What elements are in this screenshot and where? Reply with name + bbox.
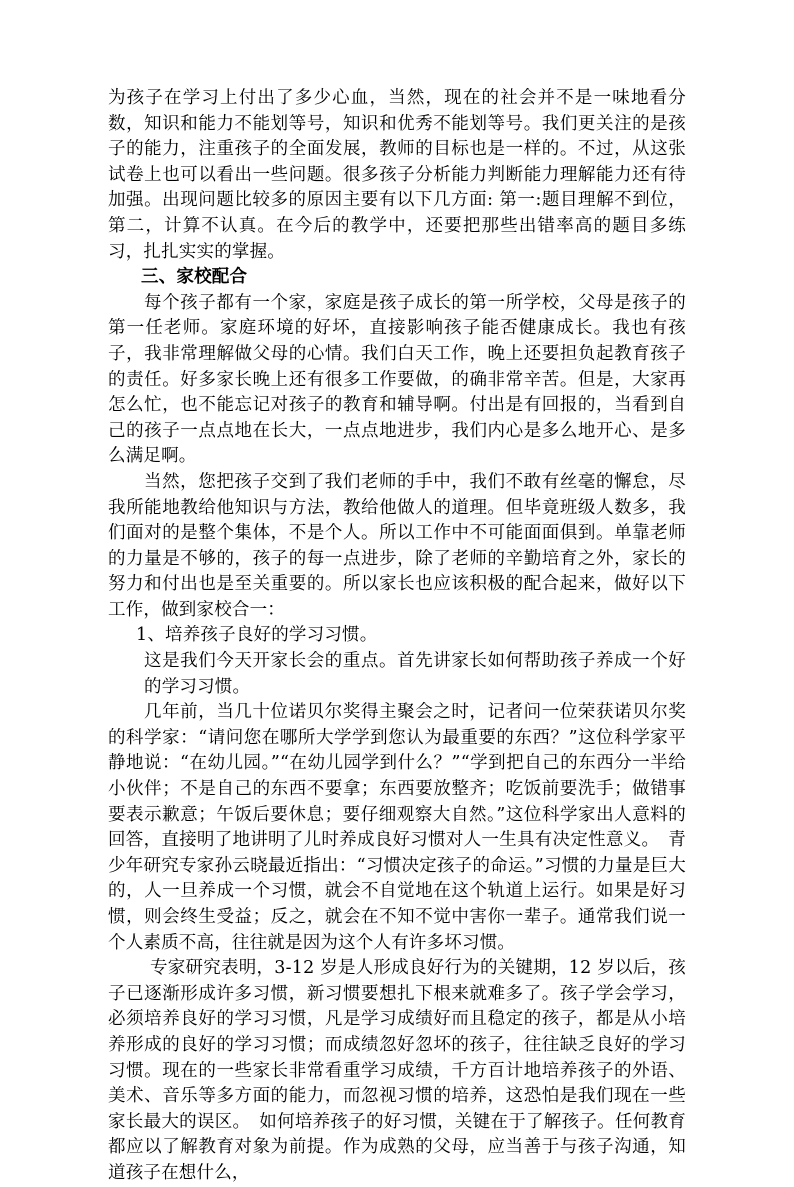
paragraph-expert-research: 专家研究表明，3-12 岁是人形成良好行为的关键期，12 岁以后，孩子已逐渐形成许多习惯，新习惯要想扎下根来就难多了。孩子学会学习，必须培养良好的学习习惯，凡是学习成绩好而且稳定的孩子，都是从小培养形成的良好的学习习惯；而成绩忽好忽坏的孩子，往往缺乏良好的学习习惯。现在的一些家长非常看重学习成绩，千方百计地培养孩子的外语、美术、音乐等多方面的能力，而忽视习惯的培养，这恐怕是我们现在一些家长最大的误区。 如何培养孩子的好习惯，关键在于了解孩子。任何教育都应以了解教育对象为前提。作为成熟的父母，应当善于与孩子沟通，知道孩子在想什么， <box>108 958 686 1183</box>
list-item-habits: 1、培养孩子良好的学习习惯。 <box>136 625 378 646</box>
paragraph-exam-analysis: 为孩子在学习上付出了多少心血，当然，现在的社会并不是一味地看分数，知识和能力不能划等号，知识和优秀不能划等号。我们更关注的是孩子的能力，注重孩子的全面发展，教师的目标也是一样的。不过，从这张试卷上也可以看出一些问题。很多孩子分析能力判断能力理解能力还有待加强。出现问题比较多的原因主要有以下几方面: 第一:题目理解不到位，第二，计算不认真。在今后的教学中，还要把那些出错率高的题目多练习，扎扎实实的掌握。 <box>108 88 686 262</box>
section-heading-home-school: 三、家校配合 <box>141 267 248 288</box>
document-page <box>108 86 686 1187</box>
paragraph-meeting-focus: 这是我们今天开家长会的重点。首先讲家长如何帮助孩子养成一个好的学习习惯。 <box>144 651 686 697</box>
paragraph-nobel-story: 几年前，当几十位诺贝尔奖得主聚会之时，记者问一位荣获诺贝尔奖的科学家：“请问您在哪所大学学到您认为最重要的东西？”这位科学家平静地说：“在幼儿园。”“在幼儿园学到什么？”“学到把自己的东西分一半给小伙伴；不是自己的东西不要拿；东西要放整齐；吃饭前要洗手；做错事要表示歉意；午饭后要休息；要仔细观察大自然。”这位科学家出人意料的回答，直接明了地讲明了儿时养成良好习惯对人一生具有决定性意义。 青少年研究专家孙云晓最近指出：“习惯决定孩子的命运。”习惯的力量是巨大的，人一旦养成一个习惯，就会不自觉地在这个轨道上运行。如果是好习惯，则会终生受益；反之，就会在不知不觉中害你一辈子。通常我们说一个人素质不高，往往就是因为这个人有许多坏习惯。 <box>108 702 686 953</box>
paragraph-teachers: 当然，您把孩子交到了我们老师的手中，我们不敢有丝毫的懈怠，尽我所能地教给他知识与方法，教给他做人的道理。但毕竟班级人数多，我们面对的是整个集体，不是个人。所以工作中不可能面面俱到。单靠老师的力量是不够的，孩子的每一点进步，除了老师的辛勤培育之外，家长的努力和付出也是至关重要的。所以家长也应该积极的配合起来，做好以下工作，做到家校合一： <box>108 471 686 620</box>
paragraph-family: 每个孩子都有一个家，家庭是孩子成长的第一所学校，父母是孩子的第一任老师。家庭环境的好坏，直接影响孩子能否健康成长。我也有孩子，我非常理解做父母的心情。我们白天工作，晚上还要担负起教育孩子的责任。好多家长晚上还有很多工作要做，的确非常辛苦。但是，大家再怎么忙，也不能忘记对孩子的教育和辅导啊。付出是有回报的，当看到自己的孩子一点点地在长大，一点点地进步，我们内心是多么地开心、是多么满足啊。 <box>108 292 686 467</box>
